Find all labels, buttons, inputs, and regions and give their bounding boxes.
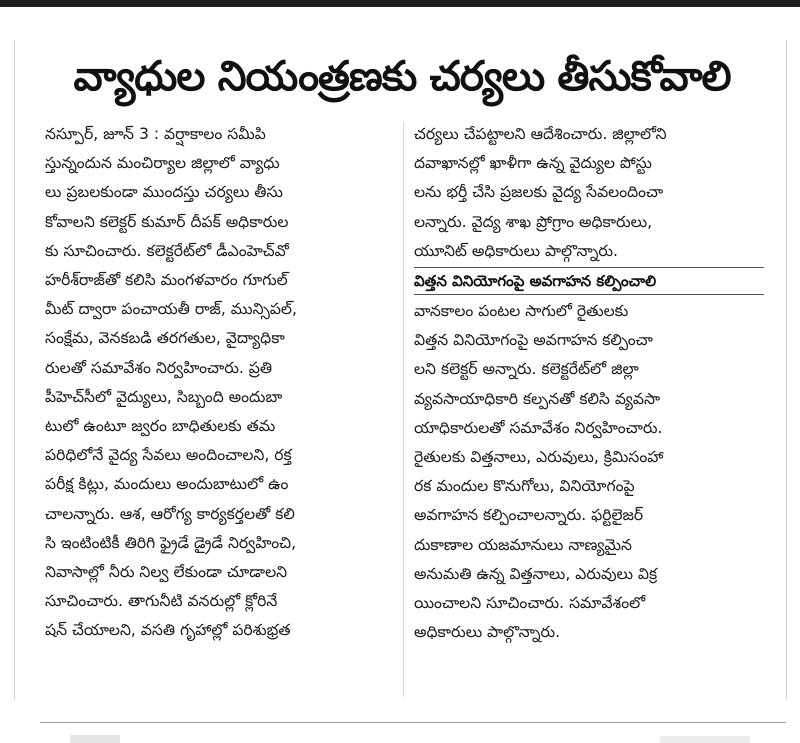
text-line: స్తున్నందున మంచిర్యాల జిల్లాలో వ్యాధు — [45, 154, 280, 173]
text-line: రైతులకు విత్తనాలు, ఎరువులు, క్రిమిసంహా — [414, 448, 664, 467]
text-line: టులో ఉంటూ జ్వరం బాధితులకు తమ — [45, 417, 276, 436]
text-line: సంక్షేమ, వెనకబడి తరగతుల, వైద్యాధికా — [45, 329, 285, 348]
article-headline: వ్యాధుల నియంత్రణకు చర్యలు తీసుకోవాలి — [73, 52, 731, 100]
text-line: షన్ చేయాలని, వసతి గృహాల్లో పరిశుభ్రత — [45, 621, 291, 640]
cropped-text-fragment — [70, 735, 120, 743]
text-line: లు ప్రబలకుండా ముందస్తు చర్యలు తీసు — [45, 183, 283, 202]
right-margin-rule — [786, 40, 787, 700]
text-line: వానకాలం పంటల సాగులో రైతులకు — [414, 302, 629, 321]
text-line: రులతో సమావేశం నిర్వహించారు. ప్రతి — [45, 358, 273, 377]
text-line: పరిధిలోనే వైద్య సేవలు అందించాలని, రక్త — [45, 446, 292, 465]
text-line: పరీక్ష కిట్లు, మందులు అందుబాటులో ఉం — [45, 475, 289, 494]
bottom-rule — [40, 722, 786, 723]
text-line: సి ఇంటింటికీ తిరిగి ఫ్రైడే డ్రైడే నిర్వహించి, — [45, 533, 297, 552]
text-line: లను భర్తీ చేసి ప్రజలకు వైద్య సేవలందించా — [414, 183, 664, 202]
text-line: కు సూచించారు. కలెక్టరేట్‌లో డీఎంహెచ్‌వో — [45, 241, 289, 260]
text-line: సూచించారు. తాగునీటి వనరుల్లో క్లోరినే — [45, 592, 278, 611]
text-line: అధికారులు పాల్గొన్నారు. — [414, 623, 561, 642]
top-border-bar — [0, 0, 800, 7]
text-line: రక మందుల కొనుగోలు, వినియోగంపై — [414, 477, 635, 496]
text-line: మీట్ ద్వారా పంచాయతీ రాజ్, మున్సిపల్, — [45, 300, 297, 319]
text-line: చర్యలు చేపట్టాలని ఆదేశించారు. జిల్లాలోని — [414, 125, 667, 143]
text-line: వ్యవసాయాధికారి కల్పనతో కలిసి వ్యవసా — [414, 389, 661, 408]
cropped-text-fragment — [660, 736, 750, 743]
text-line: యించాలని సూచించారు. సమావేశంలో — [414, 594, 646, 613]
text-line: విత్తన వినియోగంపై అవగాహన కల్పించా — [414, 331, 653, 350]
text-line: హరీశ్‌రాజ్‌తో కలిసి మంగళవారం గూగుల్ — [45, 271, 288, 290]
text-line: అవగాహన కల్పించాలన్నారు. ఫర్టిలైజర్ — [414, 506, 644, 525]
left-margin-rule — [14, 40, 15, 700]
text-line: యూనిట్ అధికారులు పాల్గొన్నారు. — [414, 241, 619, 260]
text-line: లని కలెక్టర్ అన్నారు. కలెక్టరేట్‌లో జిల్లా — [414, 360, 639, 379]
text-line: లన్నారు. వైద్య శాఖ ప్రోగ్రాం అధికారులు, — [414, 212, 653, 231]
text-line: యాధికారులతో సమావేశం నిర్వహించారు. — [414, 418, 663, 437]
text-line: నివాసాల్లో నీరు నిల్వ లేకుండా చూడాలని — [45, 563, 288, 582]
text-line: నస్పూర్, జూన్ 3 : వర్షాకాలం సమీపి — [45, 125, 266, 143]
right-column — [414, 120, 764, 647]
text-line: పీహెచ్‌సీలో వైద్యులు, సిబ్బంది అందుబా — [45, 387, 283, 406]
text-line: అనుమతి ఉన్న విత్తనాలు, ఎరువులు విక్ర — [414, 564, 658, 583]
text-line: దుకాణాల యజమానులు నాణ్యమైన — [414, 535, 632, 554]
section-subheading: విత్తన వినియోగంపై అవగాహన కల్పించాలి — [414, 267, 764, 295]
text-line: చాలన్నారు. ఆశ, ఆరోగ్య కార్యకర్తలతో కలి — [45, 504, 295, 523]
column-divider — [403, 122, 404, 697]
text-line: దవాఖానల్లో ఖాళీగా ఉన్న వైద్యుల పోస్టు — [414, 154, 652, 173]
left-column — [45, 120, 390, 646]
text-line: కోవాలని కలెక్టర్ కుమార్ దీపక్ అధికారుల — [45, 212, 289, 231]
